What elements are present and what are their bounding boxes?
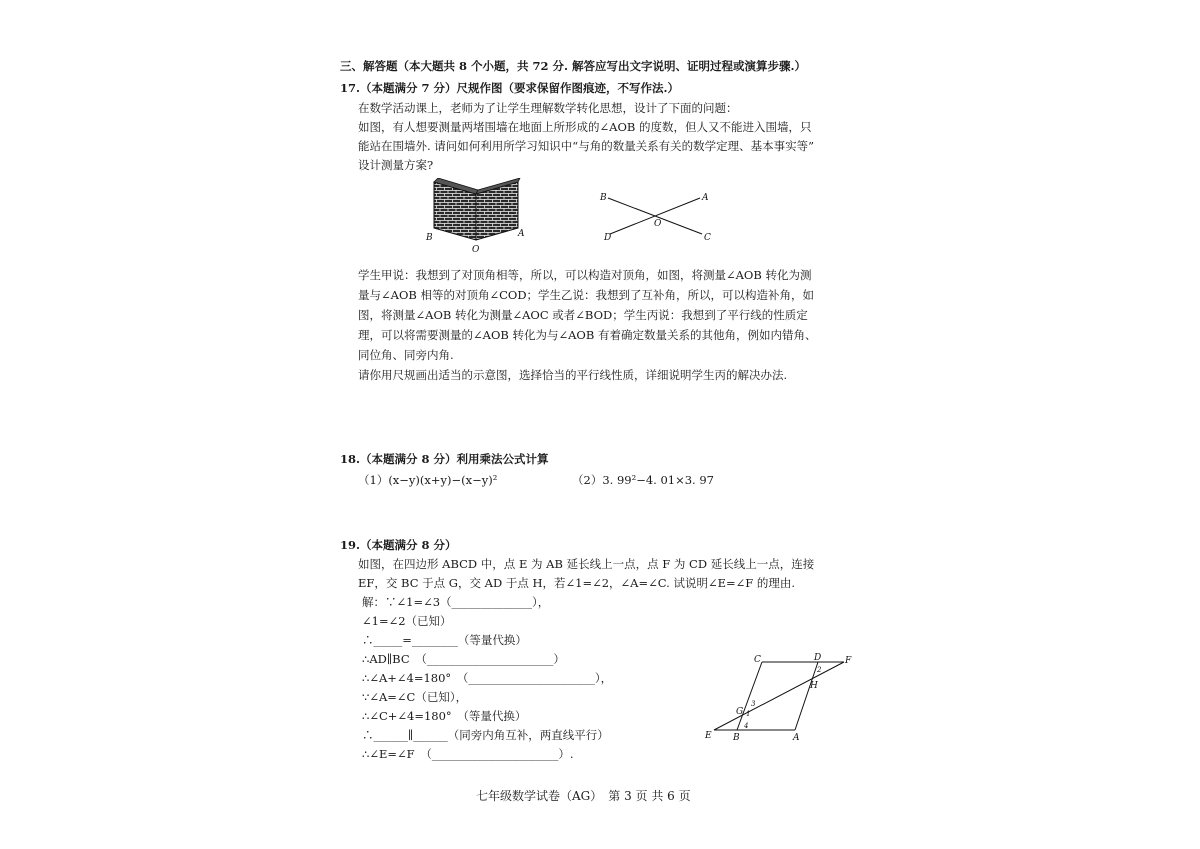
fig-label-f: F [845, 656, 852, 666]
q19-step: ∵∠A=∠C（已知）， [362, 690, 468, 704]
q17-line: 设计测量方案? [358, 158, 434, 172]
intersecting-lines-figure [596, 188, 718, 244]
q19-title: 19.（本题满分 8 分） [340, 538, 457, 552]
q17-student-line: 理，可以将需要测量的∠AOB 转化为与∠AOB 有着确定数量关系的其他角，例如内错角、 [358, 328, 817, 342]
fig-angle-3: 3 [751, 700, 756, 708]
q19-step: ∴______∥______（同旁内角互补，两直线平行） [362, 728, 609, 742]
fig-label-h: H [810, 681, 818, 691]
q19-step: 解：∵∠1=∠3（______________）， [362, 595, 550, 609]
q17-student-line: 学生甲说：我想到了对顶角相等，所以，可以构造对顶角，如图，将测量∠AOB 转化为测 [358, 268, 812, 282]
fig-label-d: D [814, 653, 822, 663]
q19-step: ∴∠C+∠4=180° （等量代换） [362, 709, 527, 723]
q17-student-line: 请你用尺规画出适当的示意图，选择恰当的平行线性质，详细说明学生丙的解决办法. [358, 368, 788, 382]
wall-label-b: B [426, 233, 433, 243]
q17-line: 如图，有人想要测量两堵围墙在地面上所形成的∠AOB 的度数，但人又不能进入围墙，只 [358, 120, 812, 134]
cross-label-d: D [604, 233, 612, 243]
q17-line: 在数学活动课上，老师为了让学生理解数学转化思想，设计了下面的问题： [358, 101, 738, 115]
fig-angle-2: 2 [817, 666, 822, 674]
q17-student-line: 图，将测量∠AOB 转化为测量∠AOC 或者∠BOD；学生丙说：我想到了平行线的性质定 [358, 308, 808, 322]
q19-step: ∴∠A+∠4=180° （______________________）， [362, 671, 613, 685]
q18-part1: （1）(x−y)(x+y)−(x−y)² [358, 473, 498, 487]
cross-label-a: A [702, 193, 709, 203]
fig-label-b: B [733, 733, 740, 743]
q18-part2: （2）3. 99²−4. 01×3. 97 [572, 473, 714, 487]
q19-step: ∠1=∠2（已知） [362, 614, 452, 628]
fig-angle-1: 1 [746, 710, 751, 718]
cross-label-o: O [654, 219, 662, 229]
fig-label-e: E [705, 731, 712, 741]
q19-step: ∴_____=________（等量代换） [362, 633, 527, 647]
wall-label-a: A [518, 229, 525, 239]
fig-angle-4: 4 [744, 722, 749, 730]
q18-title: 18.（本题满分 8 分）利用乘法公式计算 [340, 452, 549, 466]
q17-line: 能站在围墙外. 请问如何利用所学习知识中“与角的数量关系有关的数学定理、基本事实等” [358, 139, 815, 153]
q19-step: ∴AD∥BC （______________________） [362, 652, 565, 666]
fig-label-c: C [754, 655, 761, 665]
page-footer: 七年级数学试卷（AG） 第 3 页 共 6 页 [476, 789, 691, 803]
fig-label-a: A [793, 733, 800, 743]
fig-label-g: G [736, 707, 744, 717]
q17-student-line: 量与∠AOB 相等的对顶角∠COD；学生乙说：我想到了互补角，所以，可以构造补角，如 [358, 288, 815, 302]
q19-step: ∴∠E=∠F （______________________）. [362, 747, 574, 761]
q19-line: EF，交 BC 于点 G，交 AD 于点 H，若∠1=∠2，∠A=∠C. 试说明∠E=∠F 的理由. [358, 576, 796, 590]
cross-label-c: C [704, 233, 711, 243]
section-heading: 三、解答题（本大题共 8 个小题，共 72 分. 解答应写出文字说明、证明过程或演算步骤.） [340, 59, 807, 73]
q17-title: 17.（本题满分 7 分）尺规作图（要求保留作图痕迹，不写作法.） [340, 81, 680, 95]
wall-label-o: O [472, 245, 480, 255]
parallelogram-figure [700, 650, 866, 744]
q17-student-line: 同位角、同旁内角. [358, 348, 454, 362]
brick-wall-figure [420, 178, 530, 256]
cross-label-b: B [600, 193, 607, 203]
q19-line: 如图，在四边形 ABCD 中，点 E 为 AB 延长线上一点，点 F 为 CD 延长线上一点，连接 [358, 557, 815, 571]
